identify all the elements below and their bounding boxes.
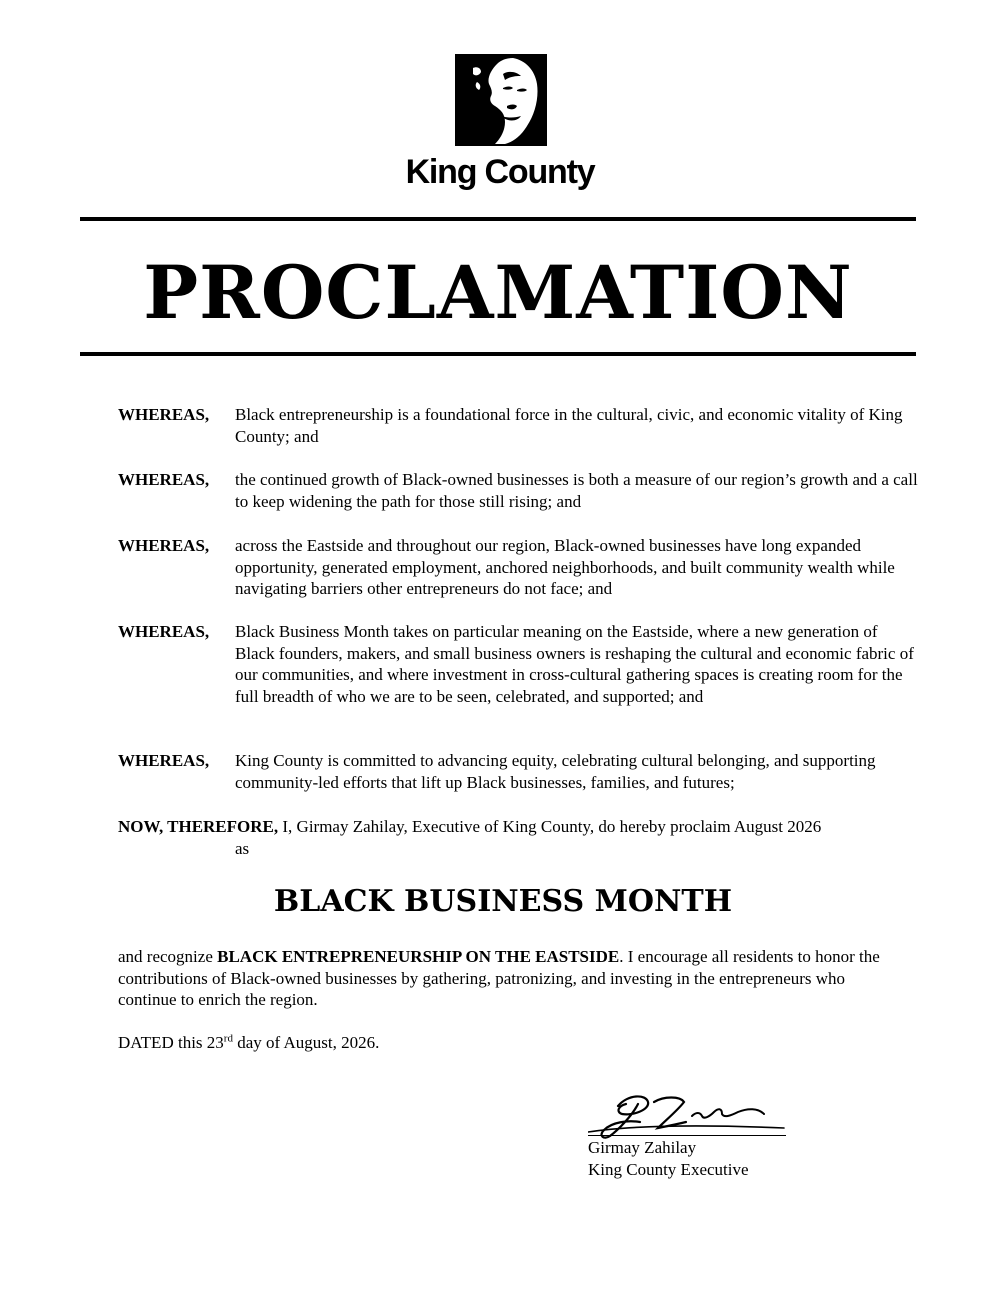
therefore-lead: NOW, THEREFORE,	[118, 817, 279, 836]
whereas-clause	[118, 469, 918, 512]
whereas-text: the continued growth of Black-owned businesses is both a measure of our region’s growth and a call to keep widening the path for those still rising; and	[235, 470, 918, 511]
bottom-divider	[80, 352, 916, 356]
signer-role: King County Executive	[588, 1159, 749, 1179]
top-divider	[80, 217, 916, 221]
whereas-text: King County is committed to advancing equity, celebrating cultural belonging, and supporting community-led efforts that lift up Black businesses, families, and futures;	[235, 751, 876, 792]
therefore-clause	[118, 816, 918, 858]
recognize-emphasis: BLACK ENTREPRENEURSHIP ON THE EASTSIDE	[217, 947, 620, 966]
whereas-clause	[118, 621, 918, 707]
whereas-label: WHEREAS,	[118, 405, 210, 424]
therefore-as: as	[235, 838, 250, 858]
signer-block	[588, 1137, 888, 1180]
signer-name: Girmay Zahilay	[588, 1138, 697, 1157]
whereas-clause	[118, 750, 918, 793]
whereas-label: WHEREAS,	[118, 751, 210, 770]
dated-prefix: DATED this 23	[118, 1033, 224, 1052]
dated-suffix: day of August, 2026.	[237, 1033, 380, 1052]
whereas-text: Black entrepreneurship is a foundational force in the cultural, civic, and economic vitality of King County; and	[235, 405, 903, 446]
recognize-suffix: . I encourage all residents to honor the contributions of Black-owned businesses by gathering, patronizing, and investing in the entrepreneurs who continue to enrich the region.	[118, 947, 880, 1009]
proclaimed-month: BLACK BUSINESS MONTH	[273, 884, 733, 919]
king-county-logo-icon	[455, 54, 547, 146]
dated-ordinal: rd	[223, 1032, 233, 1045]
therefore-text: I, Girmay Zahilay, Executive of King County, do hereby proclaim August 2026	[282, 817, 822, 836]
recognize-paragraph	[118, 946, 898, 1011]
whereas-label: WHEREAS,	[118, 622, 210, 641]
whereas-clause	[118, 404, 918, 447]
page-title: PROCLAMATION	[143, 250, 853, 336]
whereas-text: across the Eastside and throughout our region, Black-owned businesses have long expanded opportunity, generated employment, anchored neighborhoods, and built community wealth while navigating barriers other entrepreneurs do not face; and	[235, 536, 895, 598]
signature-line	[588, 1135, 786, 1136]
recognize-prefix: and recognize	[118, 947, 213, 966]
whereas-label: WHEREAS,	[118, 470, 210, 489]
whereas-text: Black Business Month takes on particular meaning on the Eastside, where a new generation of Black founders, makers, and small business owners is reshaping the cultural and economic fabric of our communities, and where investment in cross-cultural gathering spaces is creating room for the full breadth of who we are to be seen, celebrated, and supported; and	[235, 622, 914, 706]
logo-wordmark: King County	[405, 153, 595, 191]
whereas-label: WHEREAS,	[118, 536, 210, 555]
whereas-clause	[118, 535, 918, 600]
dated-line	[118, 1032, 718, 1054]
